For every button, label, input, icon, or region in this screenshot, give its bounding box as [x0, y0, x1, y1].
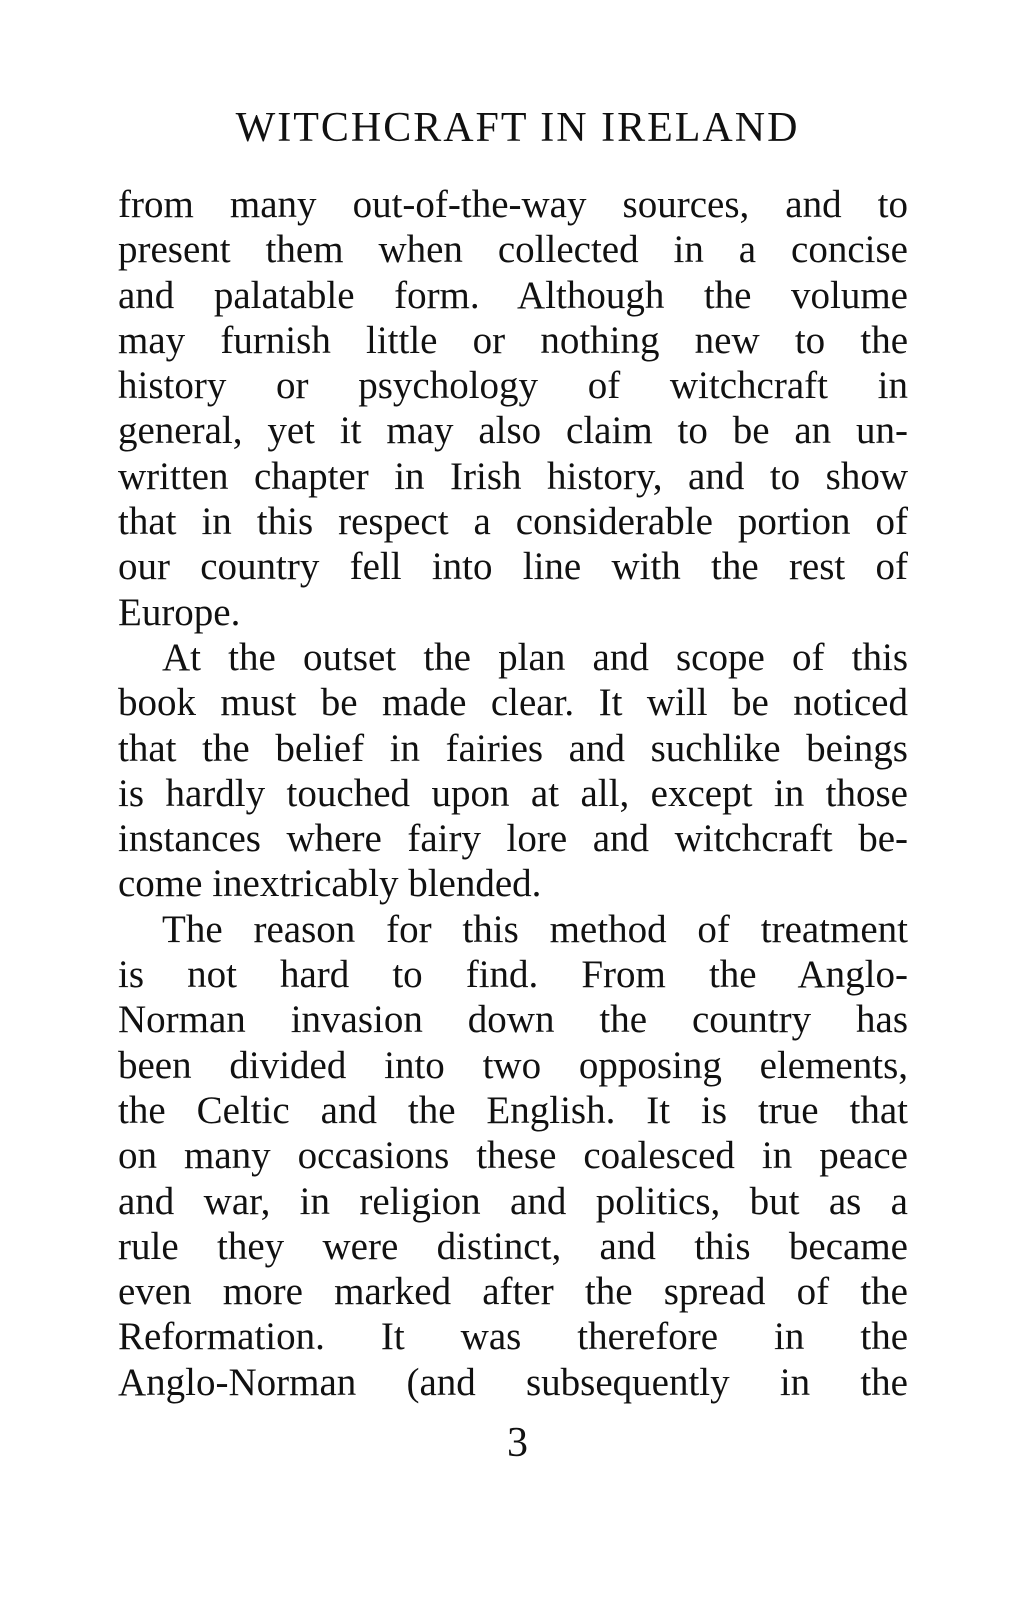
text-line: on many occasions these coalesced in peace [118, 1134, 908, 1178]
body-text [118, 182, 908, 1405]
text-line: present them when collected in a concise [118, 228, 908, 272]
text-line: and palatable form. Although the volume [118, 273, 908, 317]
text-line: Norman invasion down the country has [118, 998, 908, 1042]
text-line: may furnish little or nothing new to the [118, 318, 908, 362]
text-line: Europe. [118, 590, 241, 634]
page-number: 3 [507, 1420, 528, 1466]
paragraph-first-line: At the outset the plan and scope of this [162, 635, 908, 679]
text-line: the Celtic and the English. It is true that [118, 1088, 908, 1132]
text-line: come inextricably blended. [118, 862, 542, 906]
running-title: WITCHCRAFT IN IRELAND [235, 105, 800, 151]
text-line: our country fell into line with the rest of [118, 545, 908, 589]
text-line: book must be made clear. It will be noticed [118, 681, 908, 725]
text-line: rule they were distinct, and this became [118, 1224, 908, 1268]
text-line: instances where fairy lore and witchcraft be- [118, 817, 908, 861]
text-line: is not hard to find. From the Anglo- [118, 953, 908, 997]
text-line: even more marked after the spread of the [118, 1270, 908, 1314]
text-line: Anglo-Norman (and subsequently in the [118, 1360, 908, 1404]
text-line: that the belief in fairies and suchlike beings [118, 726, 908, 770]
paragraph-first-line: The reason for this method of treatment [162, 907, 908, 951]
text-line: written chapter in Irish history, and to show [118, 454, 908, 498]
text-line: is hardly touched upon at all, except in those [118, 771, 908, 815]
text-line: been divided into two opposing elements, [118, 1043, 908, 1087]
text-line: that in this respect a considerable portion of [118, 500, 908, 544]
text-line: general, yet it may also claim to be an un- [118, 409, 908, 453]
text-line: from many out-of-the-way sources, and to [118, 183, 908, 226]
text-line: history or psychology of witchcraft in [118, 364, 908, 408]
text-line: Reformation. It was therefore in the [118, 1315, 908, 1359]
text-line: and war, in religion and politics, but as a [118, 1179, 908, 1223]
